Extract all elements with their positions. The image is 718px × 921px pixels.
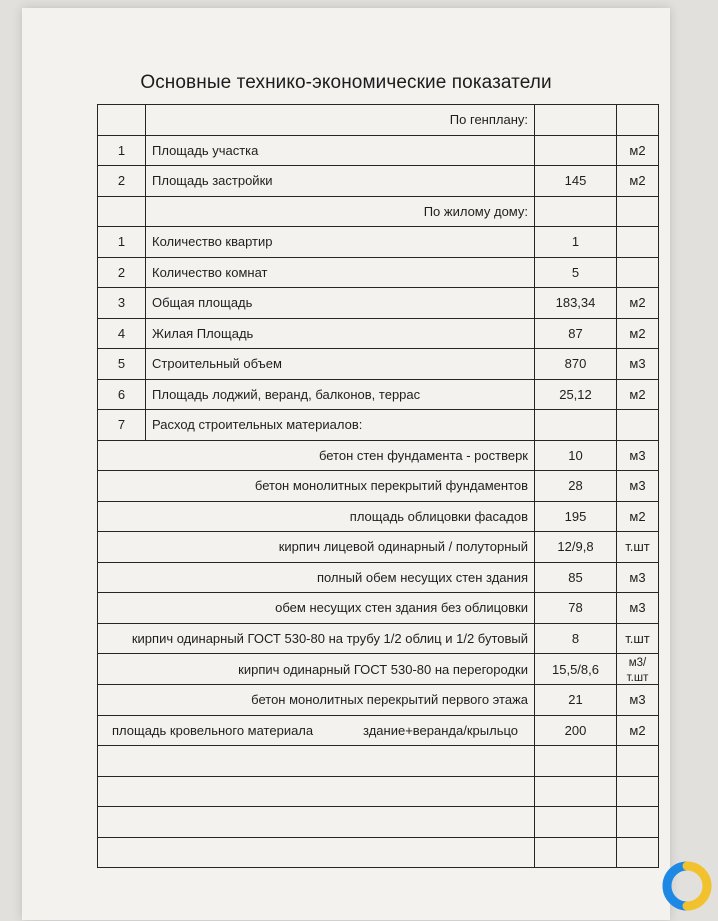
material-row (98, 623, 659, 654)
row-unit: м2 (617, 318, 659, 349)
empty-cell (535, 105, 617, 136)
material-unit: т.шт (617, 623, 659, 654)
row-value: 87 (535, 318, 617, 349)
table-row (98, 349, 659, 380)
material-value: 10 (535, 440, 617, 471)
material-name: бетон стен фундамента - ростверк (98, 440, 535, 471)
material-name: бетон монолитных перекрытий фундаментов (98, 471, 535, 502)
section-header-row (98, 105, 659, 136)
row-number: 5 (98, 349, 146, 380)
material-unit: м3 (617, 593, 659, 624)
material-value: 21 (535, 685, 617, 716)
row-value (535, 135, 617, 166)
row-unit (617, 410, 659, 441)
section-header-row (98, 196, 659, 227)
material-value: 200 (535, 715, 617, 746)
empty-cell (535, 837, 617, 868)
row-unit: м2 (617, 379, 659, 410)
material-unit: м3 (617, 685, 659, 716)
empty-cell (535, 776, 617, 807)
material-name: обем несущих стен здания без облицовки (98, 593, 535, 624)
empty-cell (535, 746, 617, 777)
empty-cell (98, 105, 146, 136)
material-value: 85 (535, 562, 617, 593)
empty-cell (617, 196, 659, 227)
material-value: 195 (535, 501, 617, 532)
material-row (98, 532, 659, 563)
row-name: Количество квартир (146, 227, 535, 258)
row-number: 1 (98, 227, 146, 258)
material-value: 28 (535, 471, 617, 502)
material-row (98, 501, 659, 532)
row-unit (617, 227, 659, 258)
row-value: 5 (535, 257, 617, 288)
material-unit-line1: м3/ (628, 657, 647, 669)
material-row (98, 715, 659, 746)
material-row (98, 440, 659, 471)
table-row (98, 318, 659, 349)
empty-cell (98, 837, 535, 868)
empty-cell (617, 807, 659, 838)
row-name: Площадь участка (146, 135, 535, 166)
table-row (98, 135, 659, 166)
material-name: площадь облицовки фасадов (98, 501, 535, 532)
material-value: 15,5/8,6 (535, 654, 617, 685)
material-value: 8 (535, 623, 617, 654)
material-unit-cell (617, 654, 659, 685)
row-value: 1 (535, 227, 617, 258)
material-unit: т.шт (617, 532, 659, 563)
material-row (98, 593, 659, 624)
empty-cell (535, 196, 617, 227)
table-row (98, 379, 659, 410)
section-heading: По жилому дому: (146, 196, 535, 227)
row-unit: м2 (617, 288, 659, 319)
material-row (98, 654, 659, 685)
material-row (98, 471, 659, 502)
empty-row (98, 776, 659, 807)
row-unit: м3 (617, 349, 659, 380)
row-unit: м2 (617, 135, 659, 166)
document-title: Основные технико-экономические показатели (140, 72, 552, 93)
table-row (98, 288, 659, 319)
material-unit: м2 (617, 715, 659, 746)
material-value: 12/9,8 (535, 532, 617, 563)
material-name: площадь кровельного материала (112, 722, 314, 738)
row-name: Общая площадь (146, 288, 535, 319)
material-name-detail: здание+веранда/крыльцо (363, 722, 518, 738)
material-name: полный обем несущих стен здания (98, 562, 535, 593)
table-row (98, 410, 659, 441)
material-row (98, 562, 659, 593)
row-number: 4 (98, 318, 146, 349)
document-sheet (22, 8, 670, 920)
table-row (98, 257, 659, 288)
material-name: кирпич лицевой одинарный / полуторный (98, 532, 535, 563)
row-value: 870 (535, 349, 617, 380)
row-value (535, 410, 617, 441)
row-unit: м2 (617, 166, 659, 197)
row-name: Площадь лоджий, веранд, балконов, террас (146, 379, 535, 410)
material-name: кирпич одинарный ГОСТ 530-80 на перегородки (98, 654, 535, 685)
row-number: 7 (98, 410, 146, 441)
row-number: 2 (98, 257, 146, 288)
material-unit: м3 (617, 562, 659, 593)
row-value: 183,34 (535, 288, 617, 319)
table-row (98, 227, 659, 258)
empty-cell (98, 807, 535, 838)
material-value: 78 (535, 593, 617, 624)
section-heading: По генплану: (146, 105, 535, 136)
material-name: бетон монолитных перекрытий первого этажа (98, 685, 535, 716)
table-row (98, 166, 659, 197)
avito-style-logo-icon (662, 860, 712, 916)
empty-row (98, 807, 659, 838)
row-value: 25,12 (535, 379, 617, 410)
row-number: 3 (98, 288, 146, 319)
empty-cell (617, 746, 659, 777)
row-name: Строительный объем (146, 349, 535, 380)
empty-cell (535, 807, 617, 838)
material-unit: м3 (617, 471, 659, 502)
row-unit (617, 257, 659, 288)
row-value: 145 (535, 166, 617, 197)
row-name: Площадь застройки (146, 166, 535, 197)
row-number: 6 (98, 379, 146, 410)
row-name: Количество комнат (146, 257, 535, 288)
material-row (98, 685, 659, 716)
empty-cell (617, 837, 659, 868)
empty-cell (617, 776, 659, 807)
indicators-table (97, 104, 659, 868)
row-number: 1 (98, 135, 146, 166)
material-unit: м2 (617, 501, 659, 532)
material-name: кирпич одинарный ГОСТ 530-80 на трубу 1/2 облиц и 1/2 бутовый (98, 623, 535, 654)
empty-cell (98, 746, 535, 777)
row-number: 2 (98, 166, 146, 197)
material-unit: м3 (617, 440, 659, 471)
material-unit-line2: т.шт (626, 672, 649, 684)
empty-cell (98, 776, 535, 807)
empty-cell (98, 196, 146, 227)
row-name: Жилая Площадь (146, 318, 535, 349)
empty-row (98, 746, 659, 777)
material-name-cell (98, 715, 535, 746)
empty-row (98, 837, 659, 868)
empty-cell (617, 105, 659, 136)
row-name: Расход строительных материалов: (146, 410, 535, 441)
